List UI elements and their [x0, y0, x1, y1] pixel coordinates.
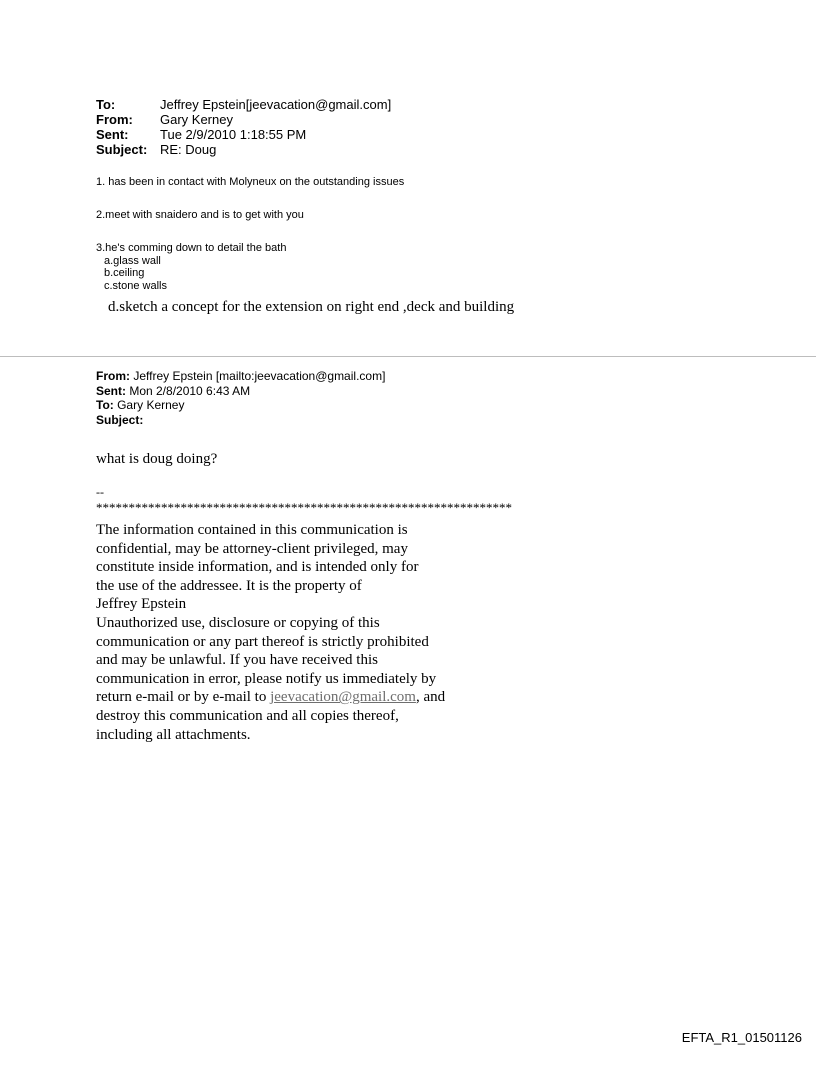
- disclaimer-line: Jeffrey Epstein: [96, 596, 187, 613]
- original-header: [96, 369, 385, 427]
- original-to-row: [96, 398, 385, 413]
- disclaimer-line: including all attachments.: [96, 726, 251, 743]
- sub-item-ceiling: b.ceiling: [104, 267, 145, 280]
- disclaimer-return-line: [96, 688, 445, 707]
- disclaimer-line: constitute inside information, and is intended only for: [96, 559, 419, 576]
- reply-header: [96, 97, 391, 157]
- from-label: From:: [96, 112, 133, 127]
- reply-sub-items: [104, 255, 167, 292]
- return-prefix: return e-mail or by e-mail to: [96, 689, 271, 706]
- subject-row: [96, 142, 391, 157]
- disclaimer-line: communication or any part thereof is strictly prohibited: [96, 633, 429, 650]
- asterisk-line: ****************************************************************: [96, 500, 512, 515]
- original-message: what is doug doing?: [96, 451, 218, 467]
- sub-item-stone-walls: c.stone walls: [104, 279, 167, 292]
- sent-value: Tue 2/9/2010 1:18:55 PM: [160, 127, 307, 142]
- original-sent-row: [96, 384, 385, 399]
- return-suffix: , and: [415, 689, 446, 706]
- sent-row: [96, 127, 391, 142]
- disclaimer-line: communication in error, please notify us immediately by: [96, 670, 437, 687]
- signature-dash: --: [96, 485, 104, 499]
- disclaimer-line: and may be unlawful. If you have received this: [96, 652, 378, 669]
- original-to-label: To:: [96, 398, 114, 412]
- original-to-value: Gary Kerney: [113, 398, 185, 412]
- to-row: [96, 97, 391, 112]
- sent-label: Sent:: [96, 127, 129, 142]
- confidentiality-disclaimer: [96, 521, 445, 744]
- reply-item-1: 1. has been in contact with Molyneux on the outstanding issues: [96, 176, 405, 188]
- original-subject-label: Subject:: [96, 412, 144, 427]
- disclaimer-line: the use of the addressee. It is the property of: [96, 577, 362, 594]
- subject-value: RE: Doug: [160, 142, 217, 157]
- disclaimer-line: confidential, may be attorney-client privileged, may: [96, 540, 408, 557]
- disclaimer-line: The information contained in this communication is: [96, 522, 408, 538]
- original-subject-row: [96, 413, 385, 428]
- original-sent-label: Sent:: [96, 383, 126, 398]
- reply-item-2: 2.meet with snaidero and is to get with you: [96, 209, 304, 221]
- from-value: Gary Kerney: [160, 112, 233, 127]
- disclaimer-line: destroy this communication and all copies thereof,: [96, 707, 399, 724]
- reply-item-d: d.sketch a concept for the extension on right end ,deck and building: [108, 299, 515, 315]
- document-id: EFTA_R1_01501126: [681, 1030, 802, 1045]
- reply-item-3: 3.he's comming down to detail the bath: [96, 242, 287, 254]
- subject-label: Subject:: [96, 142, 148, 157]
- original-sent-value: Mon 2/8/2010 6:43 AM: [126, 383, 251, 398]
- original-from-label: From:: [96, 369, 130, 383]
- disclaimer-line: Unauthorized use, disclosure or copying of this: [96, 614, 380, 631]
- to-value: Jeffrey Epstein[jeevacation@gmail.com]: [160, 97, 392, 112]
- original-from-row: [96, 369, 385, 384]
- original-from-value: Jeffrey Epstein [mailto:jeevacation@gmail.com]: [130, 369, 386, 383]
- email-link[interactable]: jeevacation@gmail.com: [270, 689, 416, 706]
- to-label: To:: [96, 97, 116, 112]
- from-row: [96, 112, 391, 127]
- sub-item-glass-wall: a.glass wall: [104, 255, 161, 267]
- divider: [0, 356, 816, 357]
